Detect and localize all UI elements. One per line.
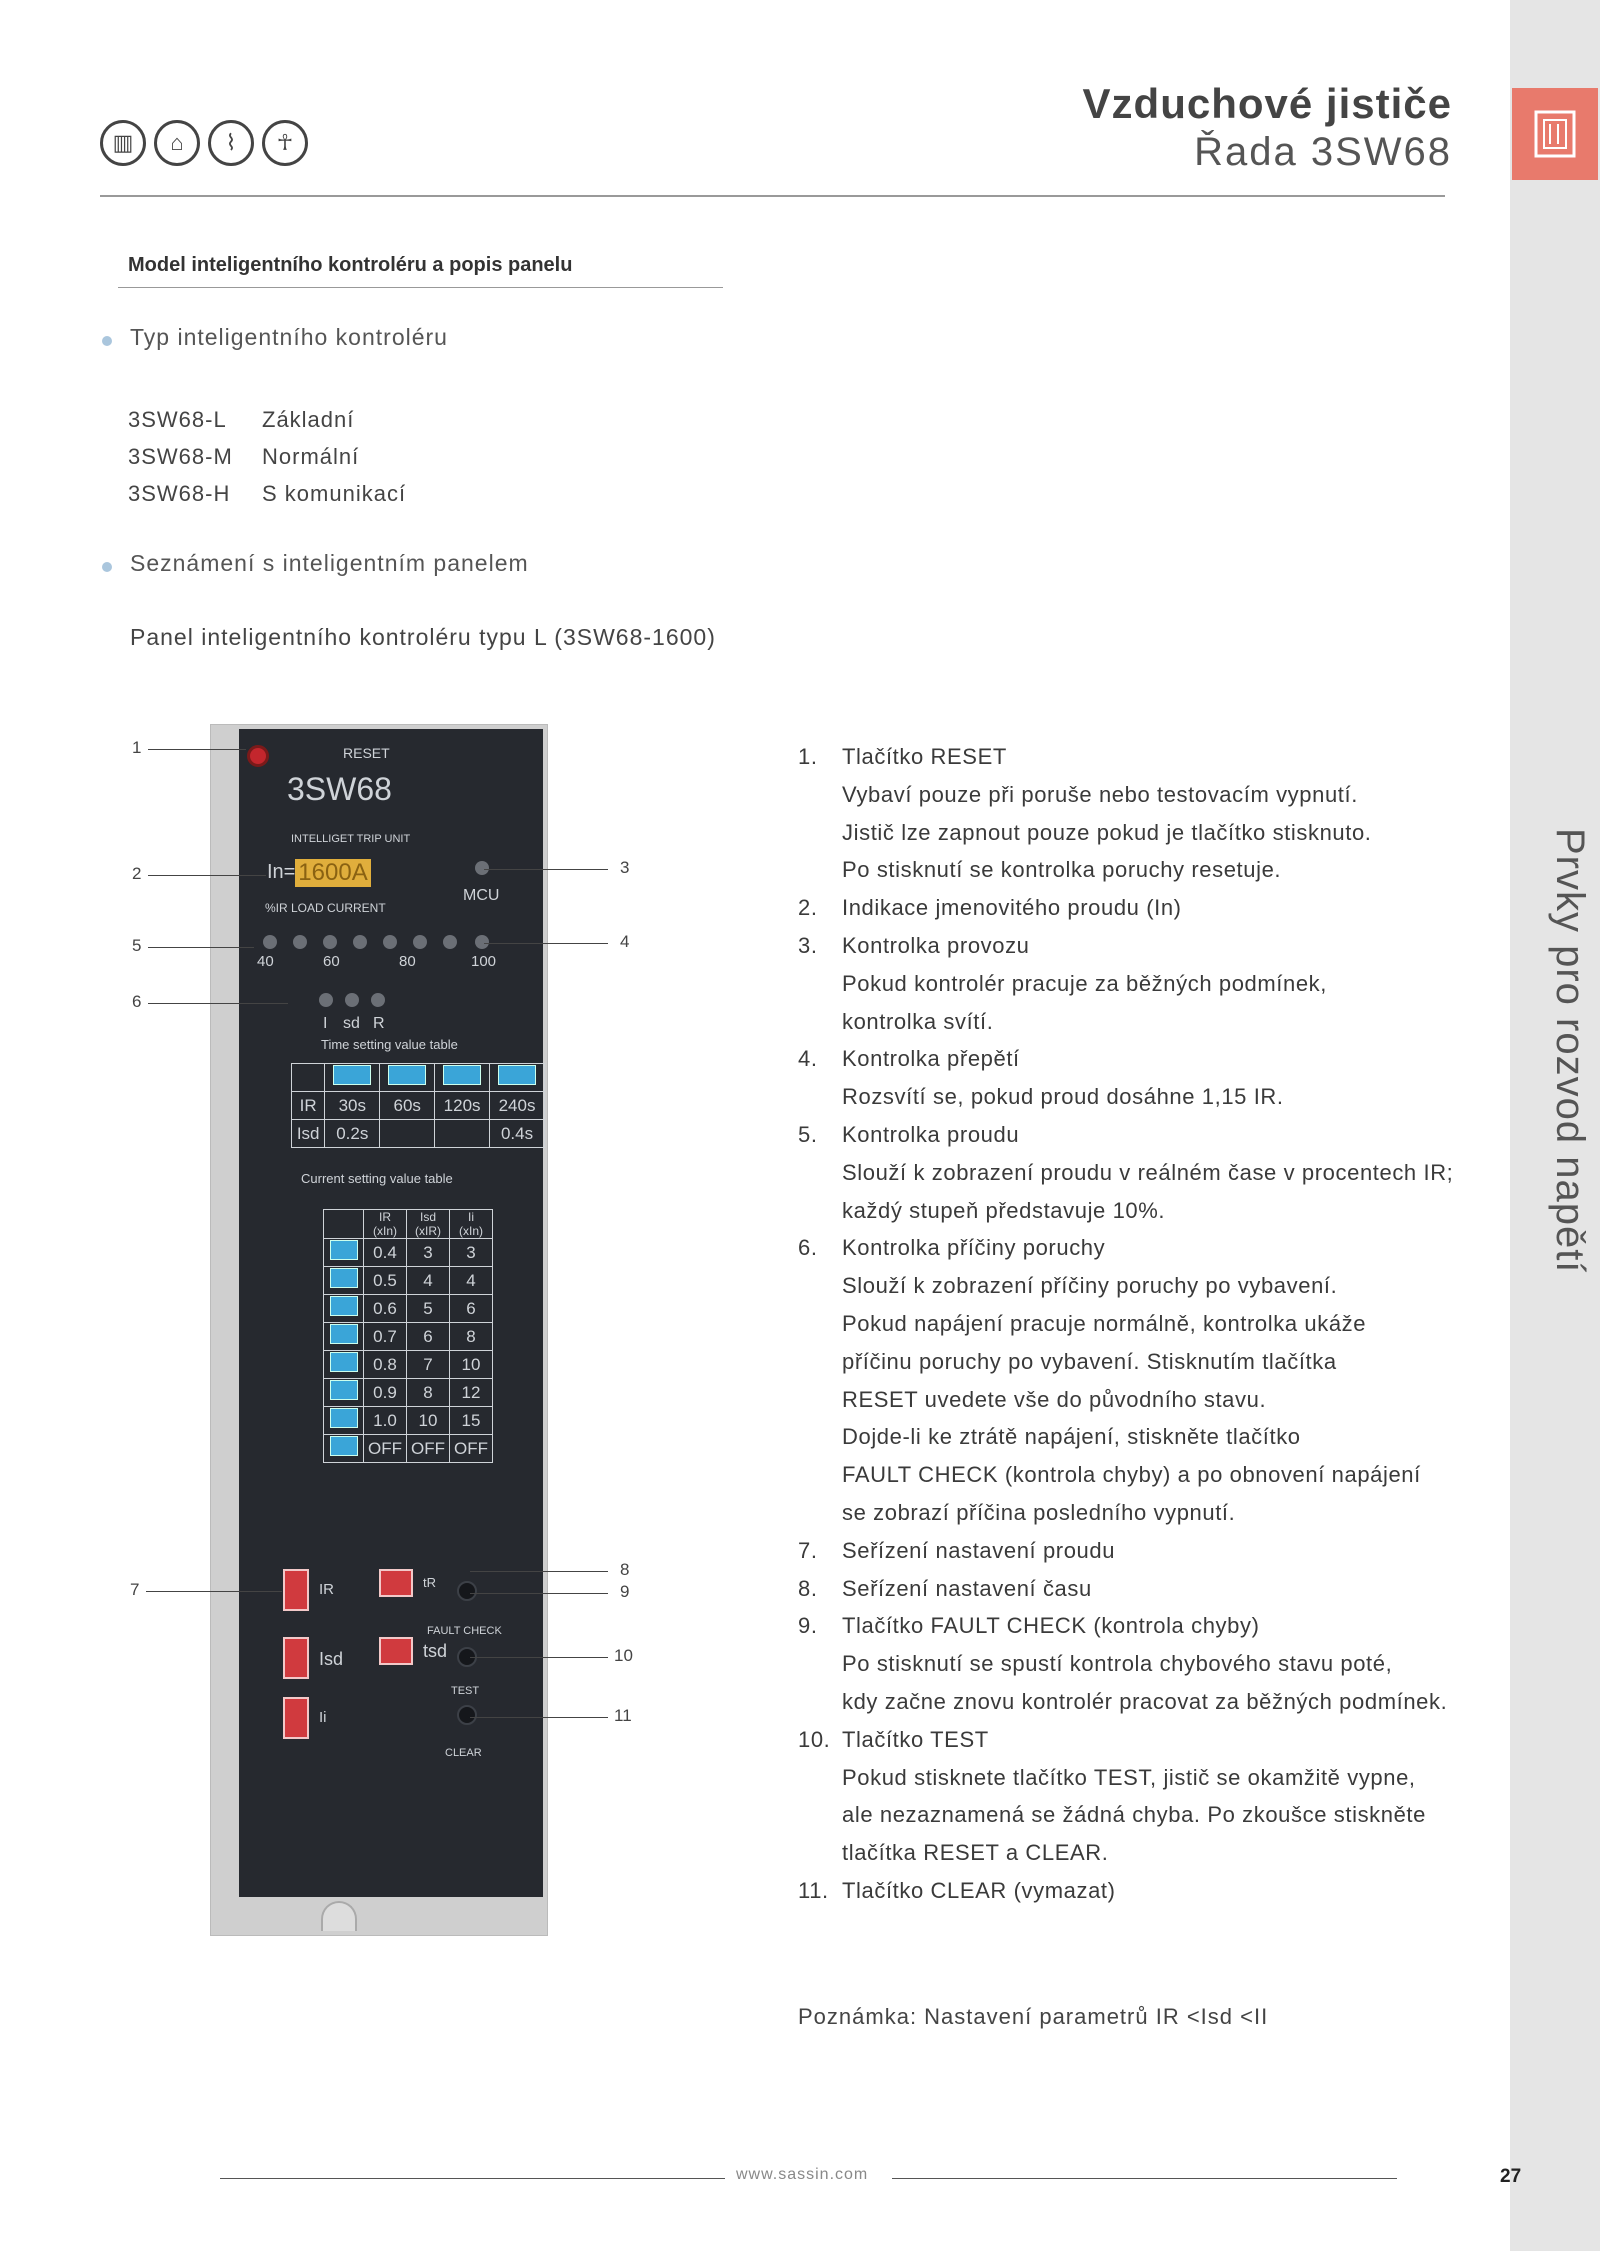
callout-line <box>470 1717 608 1718</box>
callout-line <box>148 749 246 750</box>
vertical-section-title: Prvky pro rozvod napětí <box>1548 828 1592 1274</box>
footer-url: www.sassin.com <box>736 2166 869 2183</box>
bullet-panel-intro: Seznámení s inteligentním panelem <box>104 550 529 577</box>
fault-check-label: FAULT CHECK <box>427 1625 502 1637</box>
bullet-controller-type: Typ inteligentního kontroléru <box>104 324 448 351</box>
list-item: 1. Tlačítko RESET Vybaví pouze při poruše nebo testovacím vypnutí. Jistič lze zapnout pouze pokud je tlačítko stisknuto. Po stisknutí se kontrolka poruchy resetuje. <box>798 744 1372 883</box>
list-item: 3. Kontrolka provozu Pokud kontrolér pracuje za běžných podmínek, kontrolka svítí. <box>798 932 1327 1034</box>
callout-line <box>484 869 608 870</box>
list-item: 2. Indikace jmenovitého proudu (In) <box>798 895 1182 921</box>
switch-label: Isd <box>319 1649 344 1669</box>
page-title-block <box>1083 80 1452 175</box>
device-model: 3SW68 <box>287 771 392 807</box>
mcu-led <box>475 861 489 875</box>
home-icon: ⌂ <box>154 120 200 166</box>
list-item: 5. Kontrolka proudu Slouží k zobrazení proudu v reálném čase v procentech IR; každý stupeň představuje 10%. <box>798 1121 1454 1223</box>
footer-rule <box>220 2178 725 2179</box>
section-divider <box>118 287 723 288</box>
test-button-icon <box>457 1705 477 1725</box>
current-setting-table: IR (xIn) Isd (xIR) Ii (xIn) 0.4 3 3 0.5 4 4 0.6 5 6 0.7 6 8 0.8 7 10 0.9 8 12 1.0 10 15 OFF OFF OFF <box>323 1209 493 1463</box>
load-led <box>293 935 307 949</box>
load-led <box>323 935 337 949</box>
time-table-title: Time setting value table <box>321 1037 458 1052</box>
controller-types <box>128 401 406 512</box>
fault-led <box>345 993 359 1007</box>
scale-label: 80 <box>399 953 416 970</box>
list-item: 11. Tlačítko CLEAR (vymazat) <box>798 1877 1116 1903</box>
fault-led <box>319 993 333 1007</box>
reset-button-icon <box>247 745 269 767</box>
tr-switch <box>379 1569 413 1597</box>
callout-1: 1 <box>132 738 142 757</box>
isd-switch <box>283 1637 309 1679</box>
page-title: Vzduchové jističe <box>1082 80 1452 127</box>
fault-label: R <box>373 1015 385 1032</box>
breaker-icon <box>1512 88 1598 180</box>
list-item: 10. Tlačítko TEST Pokud stisknete tlačítko TEST, jistič se okamžitě vypne, ale nezaznamená se žádná chyba. Po zkoušce stiskněte tlačítka RESET a CLEAR. <box>798 1726 1426 1866</box>
description-list <box>798 738 1518 1910</box>
fault-label: I <box>323 1015 328 1032</box>
device-reset-label: RESET <box>343 745 390 761</box>
scale-label: 40 <box>257 953 274 970</box>
building-icon: ▥ <box>100 120 146 166</box>
panel-caption: Panel inteligentního kontroléru typu L (3SW68-1600) <box>130 624 716 650</box>
callout-line <box>470 1571 608 1572</box>
callout-9: 9 <box>620 1582 630 1601</box>
switch-label: Ii <box>319 1709 327 1726</box>
overvoltage-led <box>475 935 489 949</box>
type-row: 3SW68-M Normální <box>128 444 360 469</box>
callout-line <box>148 947 254 948</box>
page-number: 27 <box>1500 2166 1522 2187</box>
list-item: 7. Seřízení nastavení proudu <box>798 1537 1116 1563</box>
header-divider <box>100 195 1445 197</box>
callout-4: 4 <box>620 932 630 951</box>
section-title: Model inteligentního kontroléru a popis panelu <box>128 254 573 276</box>
page-subtitle: Řada 3SW68 <box>1194 130 1452 174</box>
time-setting-table: IR 30s 60s 120s 240s Isd 0.2s 0.4s <box>291 1063 545 1148</box>
list-item: 4. Kontrolka přepětí Rozsvítí se, pokud proud dosáhne 1,15 IR. <box>798 1046 1284 1110</box>
switch-label: IR <box>319 1581 334 1598</box>
tsd-switch <box>379 1637 413 1665</box>
rated-current-display: 1600A <box>295 859 371 887</box>
ii-switch <box>283 1697 309 1739</box>
load-led <box>353 935 367 949</box>
callout-line <box>148 1003 288 1004</box>
load-led <box>263 935 277 949</box>
load-led <box>413 935 427 949</box>
panel-notch <box>321 1901 357 1931</box>
section-tab <box>1512 88 1598 180</box>
controller-panel-image <box>210 724 548 1936</box>
list-item: 6. Kontrolka příčiny poruchy Slouží k zobrazení příčiny poruchy po vybavení. Pokud napájení pracuje normálně, kontrolka ukáže příčinu poruchy po vybavení. Stisknutím tlačítka RESET uvedete vše do původního stavu. Dojde-li ke ztrátě napájení, stiskněte tlačítko FAULT CHECK (kontrola chyby) a po obnovení napájení se zobrazí příčina posledního vypnutí. <box>798 1235 1421 1525</box>
header-icons <box>100 120 308 166</box>
controller-face <box>239 729 543 1897</box>
callout-10: 10 <box>614 1646 633 1665</box>
load-led <box>443 935 457 949</box>
scale-label: 60 <box>323 953 340 970</box>
factory-icon: ⌇ <box>208 120 254 166</box>
person-icon: ☥ <box>262 120 308 166</box>
time-adjust-knob <box>457 1581 477 1601</box>
device-load-current-label: %IR LOAD CURRENT <box>265 901 386 915</box>
callout-line <box>148 875 266 876</box>
callout-2: 2 <box>132 864 142 883</box>
callout-7: 7 <box>130 1580 140 1599</box>
ir-switch <box>283 1569 309 1611</box>
switch-label: tsd <box>423 1641 448 1661</box>
clear-label: CLEAR <box>445 1747 482 1759</box>
callout-11: 11 <box>614 1706 632 1725</box>
callout-line <box>484 943 608 944</box>
callout-line <box>470 1657 608 1658</box>
list-item: 9. Tlačítko FAULT CHECK (kontrola chyby) Po stisknutí se spustí kontrola chybového stavu poté, kdy začne znovu kontrolér pracovat za běžných podmínek. <box>798 1613 1448 1714</box>
footer-rule <box>892 2178 1397 2179</box>
list-item: 8. Seřízení nastavení času <box>798 1575 1092 1601</box>
device-trip-unit: INTELLIGET TRIP UNIT <box>291 833 411 845</box>
callout-6: 6 <box>132 992 142 1011</box>
callout-line <box>470 1593 608 1594</box>
fault-label: sd <box>343 1015 360 1032</box>
note: Poznámka: Nastavení parametrů IR <Isd <II <box>798 2004 1269 2029</box>
current-table-title: Current setting value table <box>301 1171 453 1186</box>
callout-3: 3 <box>620 858 630 877</box>
callout-8: 8 <box>620 1560 630 1579</box>
callout-5: 5 <box>132 936 142 955</box>
type-row: 3SW68-L Základní <box>128 407 355 432</box>
test-label: TEST <box>451 1685 480 1697</box>
scale-label: 100 <box>471 953 497 970</box>
fault-led <box>371 993 385 1007</box>
switch-label: tR <box>423 1575 436 1590</box>
type-row: 3SW68-H S komunikací <box>128 481 407 506</box>
callout-line <box>146 1591 282 1592</box>
device-in-label: In= <box>267 861 296 883</box>
device-mcu-label: MCU <box>463 887 500 904</box>
load-led <box>383 935 397 949</box>
